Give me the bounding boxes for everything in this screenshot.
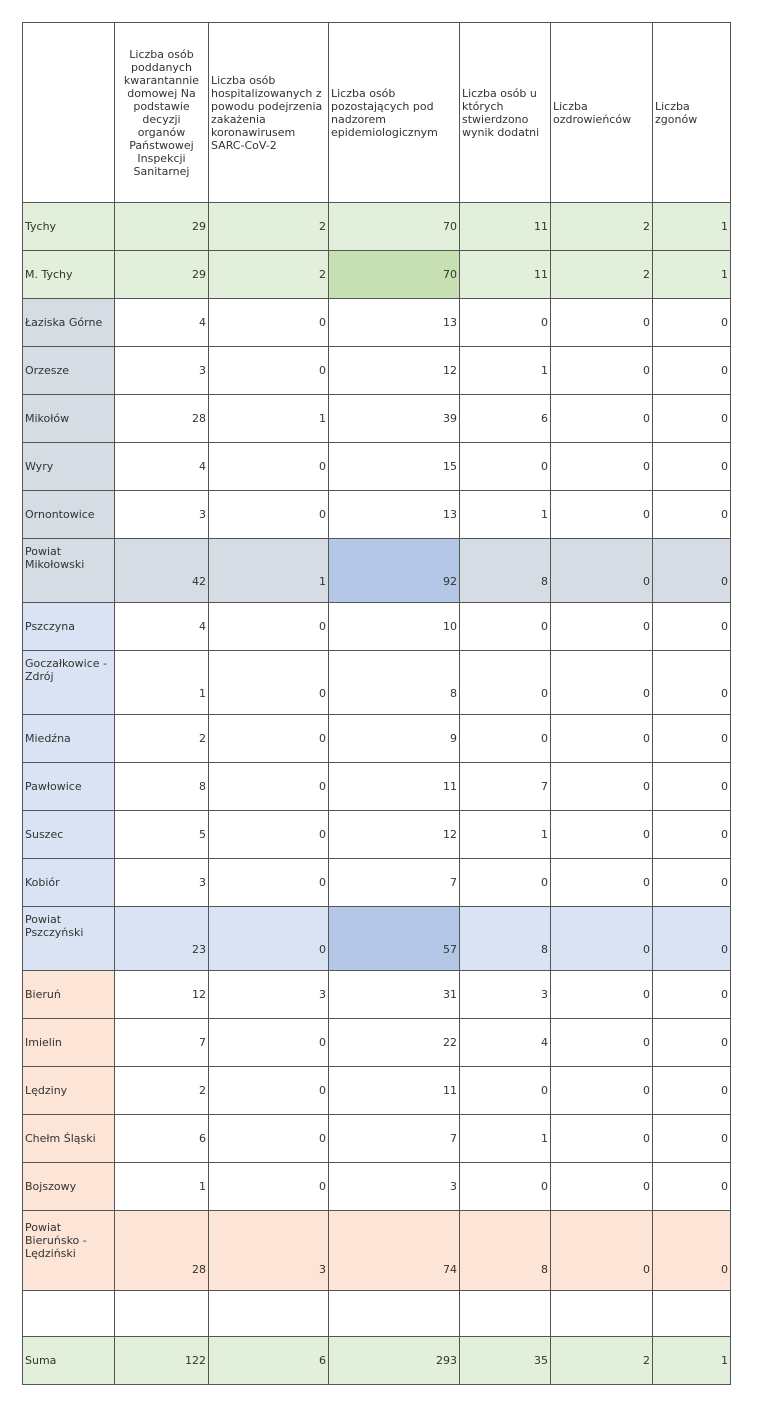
table-row — [23, 763, 731, 811]
cell-positive: 6 — [460, 395, 551, 443]
header-cell-hospitalized: Liczba osób hospitalizowanych z powodu podejrzenia zakażenia koronawirusem SARC-CoV-2 — [209, 23, 329, 203]
cell-positive: 8 — [460, 1211, 551, 1291]
table-row — [23, 811, 731, 859]
cell-quarantine: 42 — [115, 539, 209, 603]
cell-supervision: 31 — [329, 971, 460, 1019]
cell-quarantine: 2 — [115, 715, 209, 763]
cell-supervision: 11 — [329, 763, 460, 811]
row-label: Goczałkowice - Zdrój — [23, 651, 115, 715]
cell-deaths: 1 — [653, 1337, 731, 1385]
cell-supervision: 22 — [329, 1019, 460, 1067]
cell-deaths: 0 — [653, 715, 731, 763]
cell-hospitalized: 0 — [209, 907, 329, 971]
cell-quarantine: 28 — [115, 1211, 209, 1291]
cell-hospitalized: 0 — [209, 1115, 329, 1163]
cell-recovered: 2 — [551, 251, 653, 299]
cell-hospitalized: 0 — [209, 811, 329, 859]
cell-recovered — [551, 1291, 653, 1337]
cell-quarantine: 122 — [115, 1337, 209, 1385]
cell-supervision: 11 — [329, 1067, 460, 1115]
table-row — [23, 603, 731, 651]
cell-quarantine: 12 — [115, 971, 209, 1019]
cell-quarantine: 6 — [115, 1115, 209, 1163]
cell-supervision: 13 — [329, 299, 460, 347]
cell-supervision: 3 — [329, 1163, 460, 1211]
cell-positive: 0 — [460, 443, 551, 491]
cell-supervision: 15 — [329, 443, 460, 491]
cell-recovered: 0 — [551, 715, 653, 763]
table-row — [23, 539, 731, 603]
cell-positive: 11 — [460, 203, 551, 251]
cell-recovered: 0 — [551, 539, 653, 603]
table-row — [23, 299, 731, 347]
cell-quarantine: 28 — [115, 395, 209, 443]
cell-recovered: 0 — [551, 859, 653, 907]
cell-supervision: 7 — [329, 1115, 460, 1163]
cell-positive: 1 — [460, 491, 551, 539]
cell-recovered: 0 — [551, 1067, 653, 1115]
cell-recovered: 0 — [551, 347, 653, 395]
cell-recovered: 0 — [551, 811, 653, 859]
row-label: Powiat Bieruńsko - Lędziński — [23, 1211, 115, 1291]
cell-hospitalized: 0 — [209, 1067, 329, 1115]
cell-quarantine: 7 — [115, 1019, 209, 1067]
cell-positive: 0 — [460, 299, 551, 347]
cell-quarantine: 4 — [115, 443, 209, 491]
cell-supervision: 57 — [329, 907, 460, 971]
cell-positive: 4 — [460, 1019, 551, 1067]
cell-supervision: 92 — [329, 539, 460, 603]
cell-supervision — [329, 1291, 460, 1337]
cell-deaths: 0 — [653, 1019, 731, 1067]
cell-supervision: 9 — [329, 715, 460, 763]
cell-hospitalized: 2 — [209, 251, 329, 299]
covid-statistics-table — [22, 22, 731, 1385]
row-label: Pawłowice — [23, 763, 115, 811]
table-row — [23, 859, 731, 907]
cell-positive: 0 — [460, 859, 551, 907]
cell-quarantine: 29 — [115, 251, 209, 299]
cell-quarantine: 4 — [115, 299, 209, 347]
cell-recovered: 0 — [551, 971, 653, 1019]
row-label: Chełm Śląski — [23, 1115, 115, 1163]
cell-hospitalized: 3 — [209, 971, 329, 1019]
cell-deaths: 0 — [653, 971, 731, 1019]
header-cell-recovered: Liczba ozdrowieńców — [551, 23, 653, 203]
table-row — [23, 203, 731, 251]
cell-deaths: 0 — [653, 763, 731, 811]
row-label: M. Tychy — [23, 251, 115, 299]
table-row — [23, 491, 731, 539]
cell-supervision: 13 — [329, 491, 460, 539]
cell-positive: 1 — [460, 811, 551, 859]
table-row — [23, 1019, 731, 1067]
cell-recovered: 0 — [551, 763, 653, 811]
row-label: Imielin — [23, 1019, 115, 1067]
header-cell-area — [23, 23, 115, 203]
cell-hospitalized: 0 — [209, 715, 329, 763]
cell-deaths: 0 — [653, 859, 731, 907]
cell-deaths: 0 — [653, 1211, 731, 1291]
row-label: Wyry — [23, 443, 115, 491]
table-row — [23, 1067, 731, 1115]
cell-supervision: 74 — [329, 1211, 460, 1291]
cell-hospitalized: 2 — [209, 203, 329, 251]
cell-positive: 0 — [460, 1163, 551, 1211]
cell-recovered: 0 — [551, 1211, 653, 1291]
cell-hospitalized: 0 — [209, 1163, 329, 1211]
cell-supervision: 12 — [329, 811, 460, 859]
cell-hospitalized: 0 — [209, 299, 329, 347]
row-label: Orzesze — [23, 347, 115, 395]
table-row — [23, 715, 731, 763]
cell-deaths: 1 — [653, 203, 731, 251]
cell-quarantine: 29 — [115, 203, 209, 251]
cell-supervision: 70 — [329, 251, 460, 299]
cell-recovered: 0 — [551, 491, 653, 539]
cell-quarantine: 3 — [115, 859, 209, 907]
cell-hospitalized: 0 — [209, 603, 329, 651]
cell-positive: 0 — [460, 651, 551, 715]
cell-supervision: 39 — [329, 395, 460, 443]
cell-quarantine: 4 — [115, 603, 209, 651]
cell-deaths: 0 — [653, 1115, 731, 1163]
cell-recovered: 0 — [551, 1019, 653, 1067]
cell-quarantine: 1 — [115, 1163, 209, 1211]
cell-supervision: 12 — [329, 347, 460, 395]
cell-positive: 7 — [460, 763, 551, 811]
cell-recovered: 2 — [551, 1337, 653, 1385]
row-label: Powiat Mikołowski — [23, 539, 115, 603]
cell-quarantine: 5 — [115, 811, 209, 859]
cell-hospitalized: 0 — [209, 491, 329, 539]
cell-deaths: 0 — [653, 651, 731, 715]
cell-hospitalized: 1 — [209, 539, 329, 603]
cell-hospitalized: 1 — [209, 395, 329, 443]
table-row — [23, 651, 731, 715]
cell-hospitalized — [209, 1291, 329, 1337]
cell-deaths: 0 — [653, 443, 731, 491]
cell-recovered: 0 — [551, 907, 653, 971]
cell-recovered: 0 — [551, 443, 653, 491]
row-label: Powiat Pszczyński — [23, 907, 115, 971]
row-label: Suma — [23, 1337, 115, 1385]
header-cell-quarantine: Liczba osób poddanych kwarantannie domowej Na podstawie decyzji organów Państwowej Inspekcji Sanitarnej — [115, 23, 209, 203]
cell-quarantine: 1 — [115, 651, 209, 715]
cell-hospitalized: 0 — [209, 763, 329, 811]
cell-deaths: 0 — [653, 395, 731, 443]
header-cell-supervision: Liczba osób pozostających pod nadzorem epidemiologicznym — [329, 23, 460, 203]
row-label: Mikołów — [23, 395, 115, 443]
cell-positive: 35 — [460, 1337, 551, 1385]
cell-positive: 0 — [460, 603, 551, 651]
cell-deaths: 0 — [653, 1067, 731, 1115]
cell-deaths: 0 — [653, 603, 731, 651]
row-label: Ornontowice — [23, 491, 115, 539]
cell-positive — [460, 1291, 551, 1337]
row-label: Pszczyna — [23, 603, 115, 651]
cell-quarantine: 2 — [115, 1067, 209, 1115]
cell-deaths: 0 — [653, 347, 731, 395]
table-row — [23, 1163, 731, 1211]
cell-hospitalized: 3 — [209, 1211, 329, 1291]
table-row — [23, 971, 731, 1019]
cell-deaths: 0 — [653, 491, 731, 539]
cell-hospitalized: 0 — [209, 859, 329, 907]
cell-quarantine — [115, 1291, 209, 1337]
cell-hospitalized: 6 — [209, 1337, 329, 1385]
table-row — [23, 347, 731, 395]
table-row — [23, 1211, 731, 1291]
table-row — [23, 251, 731, 299]
header-cell-positive: Liczba osób u których stwierdzono wynik dodatni — [460, 23, 551, 203]
row-label: Suszec — [23, 811, 115, 859]
table-row — [23, 395, 731, 443]
table-row — [23, 907, 731, 971]
header-row — [23, 23, 731, 203]
cell-quarantine: 3 — [115, 347, 209, 395]
cell-quarantine: 8 — [115, 763, 209, 811]
cell-deaths: 0 — [653, 299, 731, 347]
cell-positive: 8 — [460, 907, 551, 971]
cell-deaths: 0 — [653, 539, 731, 603]
row-label — [23, 1291, 115, 1337]
table-row — [23, 1115, 731, 1163]
header-cell-deaths: Liczba zgonów — [653, 23, 731, 203]
cell-positive: 0 — [460, 1067, 551, 1115]
cell-supervision: 7 — [329, 859, 460, 907]
cell-recovered: 0 — [551, 651, 653, 715]
row-label: Kobiór — [23, 859, 115, 907]
table-row — [23, 1337, 731, 1385]
cell-supervision: 10 — [329, 603, 460, 651]
cell-hospitalized: 0 — [209, 443, 329, 491]
cell-recovered: 0 — [551, 603, 653, 651]
cell-hospitalized: 0 — [209, 651, 329, 715]
cell-recovered: 0 — [551, 1115, 653, 1163]
cell-recovered: 0 — [551, 395, 653, 443]
cell-quarantine: 3 — [115, 491, 209, 539]
row-label: Tychy — [23, 203, 115, 251]
cell-hospitalized: 0 — [209, 1019, 329, 1067]
cell-positive: 1 — [460, 347, 551, 395]
cell-supervision: 70 — [329, 203, 460, 251]
cell-recovered: 0 — [551, 1163, 653, 1211]
cell-deaths: 0 — [653, 811, 731, 859]
cell-hospitalized: 0 — [209, 347, 329, 395]
cell-recovered: 0 — [551, 299, 653, 347]
row-label: Łaziska Górne — [23, 299, 115, 347]
cell-deaths: 0 — [653, 1163, 731, 1211]
cell-deaths: 1 — [653, 251, 731, 299]
row-label: Bojszowy — [23, 1163, 115, 1211]
cell-quarantine: 23 — [115, 907, 209, 971]
cell-supervision: 293 — [329, 1337, 460, 1385]
cell-recovered: 2 — [551, 203, 653, 251]
cell-deaths: 0 — [653, 907, 731, 971]
row-label: Miedźna — [23, 715, 115, 763]
cell-deaths — [653, 1291, 731, 1337]
table-row — [23, 443, 731, 491]
row-label: Bieruń — [23, 971, 115, 1019]
cell-positive: 3 — [460, 971, 551, 1019]
cell-positive: 1 — [460, 1115, 551, 1163]
cell-supervision: 8 — [329, 651, 460, 715]
cell-positive: 11 — [460, 251, 551, 299]
row-label: Lędziny — [23, 1067, 115, 1115]
cell-positive: 8 — [460, 539, 551, 603]
table-row — [23, 1291, 731, 1337]
cell-positive: 0 — [460, 715, 551, 763]
